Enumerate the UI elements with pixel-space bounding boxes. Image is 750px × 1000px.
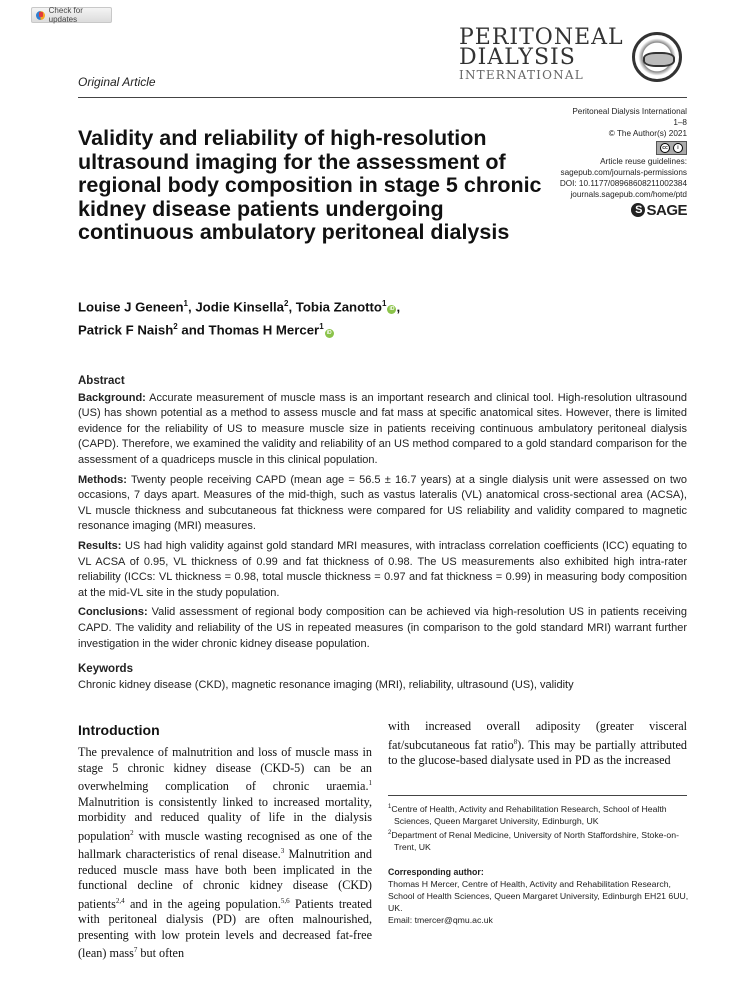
keywords-text: Chronic kidney disease (CKD), magnetic resonance imaging (MRI), reliability, ultrasound (US), validity	[78, 679, 574, 691]
cc-by-icon[interactable]: cc i	[656, 141, 687, 155]
citation-ref[interactable]: 5,6	[280, 896, 290, 905]
author-affiliation-mark: 2	[173, 322, 178, 332]
corresponding-email-line	[388, 914, 693, 926]
abstract-conclusions	[78, 605, 687, 652]
publisher-name: SAGE	[646, 201, 687, 219]
author-name: Patrick F Naish	[78, 322, 174, 338]
affiliations	[388, 801, 693, 853]
abstract-results	[78, 539, 687, 601]
corresponding-address: Thomas H Mercer, Centre of Health, Activity and Rehabilitation Research, School of Health Sciences, Queen Margaret University, Edinburgh EH21 6UU, UK.	[388, 879, 689, 913]
section-text: Twenty people receiving CAPD (mean age = 56.5 ± 16.7 years) at a single dialysis unit were assessed on two occasions, 7 days apart. Measures of the mid-thigh, such as vastus lateralis (VL) anatomical cross-sectional area (ACSA), VL muscle thickness and subcutaneous fat thickness were compared for US reliability and validity compared to magnetic resonance imaging (MRI) measures.	[78, 473, 687, 533]
meta-journal-name: Peritoneal Dialysis International	[572, 107, 687, 116]
meta-doi[interactable]: DOI: 10.1177/08968608211002384	[559, 179, 687, 189]
journal-logo-line2: DIALYSIS	[459, 45, 576, 70]
citation-ref[interactable]: 1	[368, 779, 372, 787]
author-affiliation-mark: 1	[382, 299, 387, 308]
meta-reuse-label: Article reuse guidelines:	[600, 156, 687, 166]
author-list: Louise J Geneen$^1$, Jodie Kinsella$^2$, Tobia Zanotto$^1$iD , Patrick F Naish$^2$ and Thomas H Mercer$^1$iD	[78, 299, 401, 338]
section-text: Valid assessment of regional body composition can be achieved via high-resolution US in patients receiving CAPD. The validity and reliability of the US in repeated measures (in comparison to the gold standard MRI) warrant further investigation in the wider chronic kidney disease population.	[78, 606, 687, 650]
author-name: Thomas H Mercer	[208, 322, 320, 338]
section-label: Results:	[78, 539, 122, 552]
citation-ref[interactable]: 2,4	[115, 896, 125, 905]
abstract-heading: Abstract	[78, 375, 125, 387]
author-affiliation-mark: 2	[284, 299, 289, 308]
author-name: Jodie Kinsella	[195, 299, 285, 315]
section-label: Methods:	[78, 473, 127, 486]
check-for-updates-button[interactable]	[31, 7, 112, 23]
citation-ref[interactable]: 2	[130, 828, 134, 837]
email-link[interactable]: tmercer@qmu.ac.uk	[414, 915, 493, 925]
author-affiliation-mark: 1	[183, 299, 188, 308]
section-label: Conclusions:	[78, 606, 148, 619]
sage-logo	[631, 203, 687, 217]
abstract	[78, 374, 687, 656]
abstract-background	[78, 391, 687, 469]
citation-ref[interactable]: 8	[513, 737, 518, 746]
corresponding-author	[388, 866, 693, 926]
section-text: US had high validity against gold standard MRI measures, with intraclass correlation coefficients (ICC) equating to VL ACSA of 0.95, VL thickness of 0.99 and fat thickness of 0.98. The US measurements also exhibited high intra-rater reliability (ICCs: VL thickness = 0.98, total muscle thickness = 0.97 and fat thickness = 0.99) in measuring body composition at the mid-VL site in the study population.	[78, 539, 687, 599]
affiliation-item: $^1$Centre of Health, Activity and Rehabilitation Research, School of Health Sciences, Queen Margaret University, Edinburgh, UK	[388, 803, 667, 826]
abstract-methods	[78, 473, 687, 535]
orcid-icon[interactable]: iD	[326, 329, 332, 336]
society-seal-icon	[632, 32, 682, 82]
affiliation-number: 1	[388, 804, 392, 810]
introduction-right-column: with increased overall adiposity (greater visceral fat/subcutaneous fat ratio$^8$). This may be partially attributed to the glucose-based dialysate used in PD as the increased	[388, 719, 688, 768]
orcid-icon[interactable]: iD	[389, 306, 395, 313]
meta-pages: 1–8	[673, 118, 687, 128]
meta-home-link[interactable]: journals.sagepub.com/home/ptd	[570, 190, 687, 200]
crossmark-icon	[36, 11, 45, 20]
affiliation-item: $^2$Department of Renal Medicine, University of North Staffordshire, Stoke-on-Trent, UK	[388, 829, 679, 852]
journal-logo	[459, 25, 624, 82]
header-divider	[78, 97, 687, 98]
corresponding-heading: Corresponding author:	[388, 867, 484, 877]
author-name: Tobia Zanotto	[295, 299, 382, 315]
footnote-divider	[388, 795, 687, 796]
section-text: Accurate measurement of muscle mass is an important research and clinical tool. High-resolution ultrasound (US) has shown potential as a method to assess muscle and fat mass at specific anatomical sites. However, there is limited evidence for the reliability of US to measure muscle size in patients receiving continuous ambulatory peritoneal dialysis (CAPD). Therefore, we examined the validity and reliability of an US method compared to a gold standard comparison for the assessment of a quadriceps muscle in this clinical population.	[78, 391, 687, 466]
sage-s-icon: S	[631, 203, 645, 217]
journal-logo-line1: PERITONEAL	[459, 25, 624, 50]
meta-copyright: © The Author(s) 2021	[608, 129, 687, 139]
keywords	[78, 662, 687, 693]
affiliation-number: 2	[388, 829, 392, 836]
check-for-updates-label: Check for updates	[48, 6, 83, 24]
meta-reuse-link[interactable]: sagepub.com/journals-permissions	[560, 167, 687, 177]
author-affiliation-mark: 1	[319, 322, 324, 332]
citation-ref[interactable]: 7	[133, 946, 138, 955]
keywords-heading: Keywords	[78, 663, 133, 675]
email-label: Email:	[388, 915, 415, 925]
introduction-left-column: The prevalence of malnutrition and loss of muscle mass in stage 5 chronic kidney disease (CKD-5) can be an overwhelming complication of chronic uraemia.$^1$ Malnutrition is consistently linked to increased mortality, morbidity and reduced quality of life in the dialysis population$^2$ with muscle wasting recognised as one of the hallmark characteristics of renal disease.$^3$ Malnutrition and reduced muscle mass have both been implicated in the functional decline of chronic kidney disease (CKD) patients$^{2,4}$ and in the ageing population.$^{5,6}$ Patients treated with peritoneal dialysis (PD) are often malnourished, presenting with low protein levels and decreased fat-free (lean) mass$^7$ but often	[78, 745, 372, 961]
author-name: Louise J Geneen	[78, 299, 184, 315]
article-type: Original Article	[78, 75, 156, 89]
section-label: Background:	[78, 391, 146, 404]
article-title: Validity and reliability of high-resolution ultrasound imaging for the assessment of regional body composition in stage 5 chronic kidney disease patients undergoing continuous ambulatory peritoneal dialysis	[78, 126, 542, 244]
journal-logo-line3: INTERNATIONAL	[459, 68, 584, 82]
citation-ref[interactable]: 3	[280, 847, 285, 856]
introduction-heading: Introduction	[78, 722, 160, 738]
